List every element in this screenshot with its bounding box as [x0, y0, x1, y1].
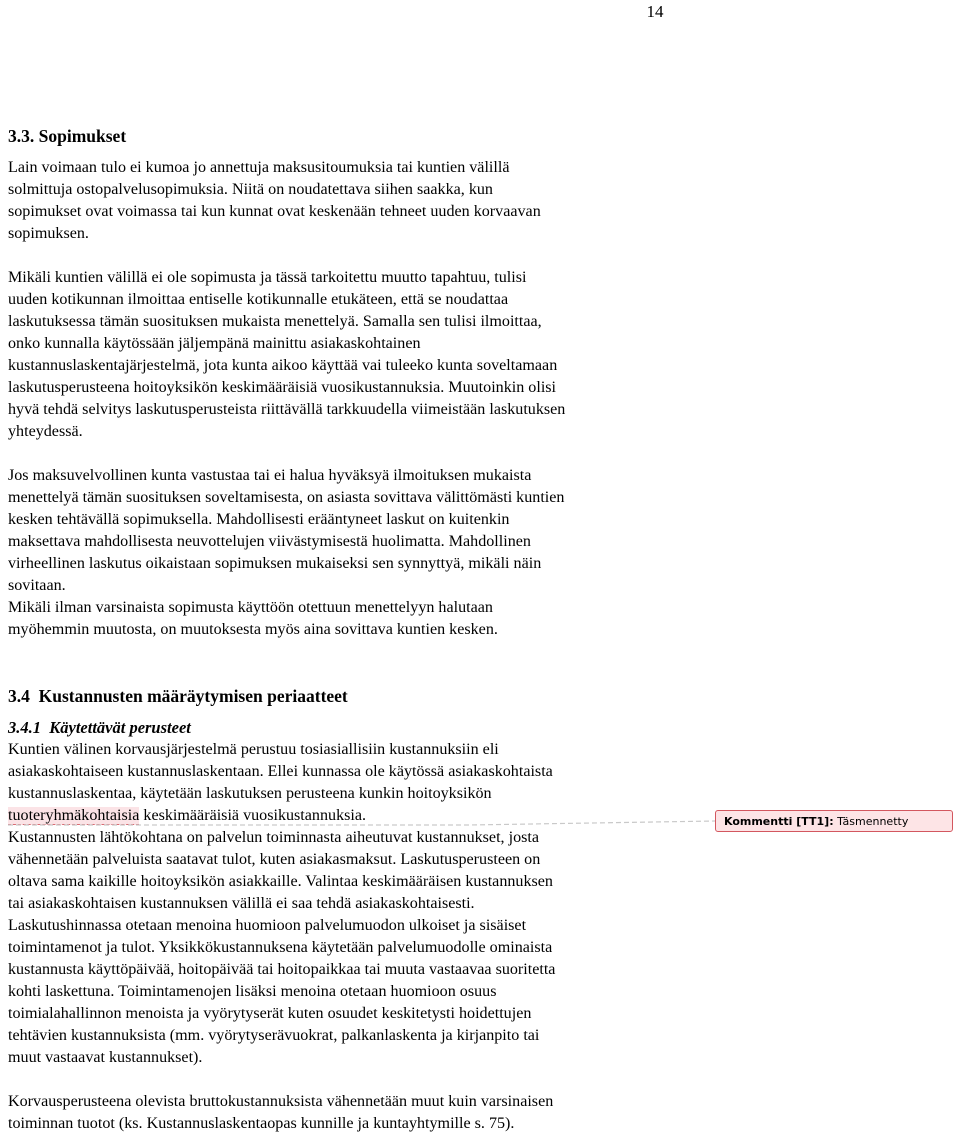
- text-line: kustannuslaskentaa, käytetään laskutuksen perusteena kunkin hoitoyksikön: [8, 785, 492, 802]
- text-line: yhteydessä.: [8, 423, 83, 440]
- text-line: [8, 807, 366, 825]
- text-line: kustannuslaskentajärjestelmä, jota kunta aikoo käyttää vai tuleeko kunta soveltamaan: [8, 357, 558, 374]
- document-body: [8, 125, 698, 1135]
- text-line: Kustannusten lähtökohtana on palvelun toiminnasta aiheutuvat kustannukset, josta: [8, 829, 539, 846]
- text-line: Kuntien välinen korvausjärjestelmä perustuu tosiasiallisiin kustannuksiin eli: [8, 741, 499, 758]
- text-line: toimintamenot ja tulot. Yksikkökustannuksena käytetään palvelumuodolle ominaista: [8, 939, 553, 956]
- text-line: onko kunnalla käytössään jäljempänä mainittu asiakaskohtainen: [8, 335, 421, 352]
- text-fragment: keskimääräisiä vuosikustannuksia.: [139, 807, 367, 824]
- text-line: tehtävien kustannuksista (mm. vyörytyserävuokrat, palkanlaskenta ja kirjanpito tai: [8, 1027, 540, 1044]
- text-line: maksettava mahdollisesta neuvottelujen viivästymisestä huolimatta. Mahdollinen: [8, 533, 531, 550]
- text-line: asiakaskohtaiseen kustannuslaskentaan. Ellei kunnassa ole käytössä asiakaskohtaista: [8, 763, 553, 780]
- text-line: menettelyä tämän suosituksen soveltamisesta, on asiasta sovittava välittömästi kuntien: [8, 489, 565, 506]
- text-line: muut vastaavat kustannukset).: [8, 1049, 203, 1066]
- page-number: 14: [646, 2, 664, 21]
- text-line: kustannusta käyttöpäivää, hoitopäivää tai hoitopaikkaa tai muuta vastaavaa suoritetta: [8, 961, 556, 978]
- text-line: oltava sama kaikille hoitoyksikön asiakkaille. Valintaa keskimääräisen kustannuksen: [8, 873, 553, 890]
- text-line: kesken tehtävällä sopimuksella. Mahdollisesti erääntyneet laskut on kuitenkin: [8, 511, 510, 528]
- text-line: virheellinen laskutus oikaistaan sopimuksen mukaiseksi sen synnyttyä, mikäli näin: [8, 555, 542, 572]
- comment-highlight[interactable]: tuoteryhmäkohtaisia: [8, 807, 140, 824]
- comment-author-label: Kommentti [TT1]:: [724, 815, 834, 828]
- subsection-heading-3-4-1: 3.4.1 Käytettävät perusteet: [8, 718, 191, 737]
- text-line: Laskutushinnassa otetaan menoina huomioon palvelumuodon ulkoiset ja sisäiset: [8, 917, 527, 934]
- text-line: sopimuksen.: [8, 225, 89, 242]
- paragraph-agreements-1: [8, 157, 698, 245]
- text-line: toimialahallinnon menoista ja vyörytyserät kuten osuudet keskitetysti hoidettujen: [8, 1005, 532, 1022]
- text-line: sopimukset ovat voimassa tai kun kunnat ovat keskenään tehneet uuden korvaavan: [8, 203, 541, 220]
- comment-balloon[interactable]: [715, 810, 953, 832]
- text-line: hyvä tehdä selvitys laskutusperusteista riittävällä tarkkuudella viimeistään laskutuksen: [8, 401, 566, 418]
- text-line: vähennetään palveluista saatavat tulot, kuten asiakasmaksut. Laskutusperusteen on: [8, 851, 541, 868]
- text-line: laskutuksessa tämän suosituksen mukaista menettelyä. Samalla sen tulisi ilmoittaa,: [8, 313, 542, 330]
- text-line: solmittuja ostopalvelusopimuksia. Niitä on noudatettava siihen saakka, kun: [8, 181, 493, 198]
- section-heading-3-3: 3.3. Sopimukset: [8, 126, 127, 146]
- section-heading-3-4: 3.4 Kustannusten määräytymisen periaatteet: [8, 686, 348, 706]
- paragraph-cost-basis-2: [8, 1091, 698, 1135]
- text-line: Lain voimaan tulo ei kumoa jo annettuja maksusitoumuksia tai kuntien välillä: [8, 159, 510, 176]
- paragraph-agreements-2: [8, 267, 698, 443]
- text-line: toiminnan tuotot (ks. Kustannuslaskentaopas kunnille ja kuntayhtymille s. 75).: [8, 1115, 515, 1132]
- text-line: kohti laskettuna. Toimintamenojen lisäksi menoina otetaan huomioon osuus: [8, 983, 497, 1000]
- text-line: uuden kotikunnan ilmoittaa entiselle kotikunnalle etukäteen, että se noudattaa: [8, 291, 509, 308]
- text-line: Mikäli ilman varsinaista sopimusta käyttöön otettuun menettelyyn halutaan: [8, 599, 493, 616]
- text-line: laskutusperusteena hoitoyksikön keskimääräisiä vuosikustannuksia. Muutoinkin olisi: [8, 379, 557, 396]
- text-line: tai asiakaskohtaisen kustannuksen välillä ei saa tehdä asiakaskohtaisesti.: [8, 895, 475, 912]
- text-line: Mikäli kuntien välillä ei ole sopimusta ja tässä tarkoitettu muutto tapahtuu, tulisi: [8, 269, 527, 286]
- paragraph-agreements-3: [8, 465, 698, 641]
- text-line: myöhemmin muutosta, on muutoksesta myös aina sovittava kuntien kesken.: [8, 621, 498, 638]
- text-line: Korvausperusteena olevista bruttokustannuksista vähennetään muut kuin varsinaisen: [8, 1093, 554, 1110]
- comment-text: Täsmennetty: [833, 815, 909, 828]
- paragraph-cost-basis-1: [8, 739, 698, 1069]
- text-line: Jos maksuvelvollinen kunta vastustaa tai ei halua hyväksyä ilmoituksen mukaista: [8, 467, 532, 484]
- text-line: sovitaan.: [8, 577, 66, 594]
